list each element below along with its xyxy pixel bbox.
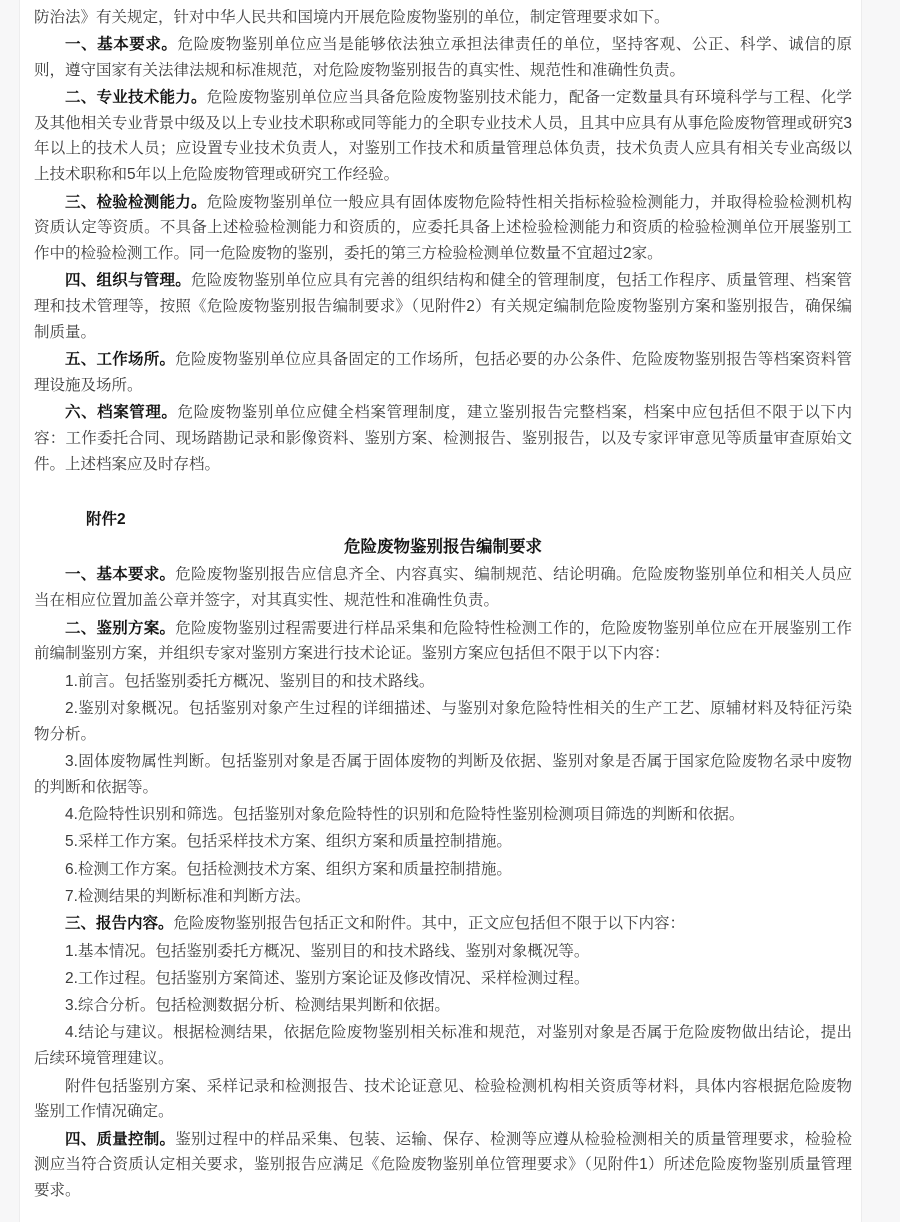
- section-paragraph: [34, 347, 852, 399]
- attachment-label: 附件2: [86, 510, 126, 528]
- section-heading: 三、报告内容。: [65, 915, 174, 933]
- section-heading: 一、基本要求。: [65, 35, 178, 53]
- list-item-paragraph: 5.采样工作方案。包括采样技术方案、组织方案和质量控制措施。: [65, 833, 512, 851]
- section-heading: 一、基本要求。: [65, 566, 176, 584]
- list-item-paragraph: 3.综合分析。包括检测数据分析、检测结果判断和依据。: [65, 997, 450, 1015]
- section-heading: 二、专业技术能力。: [65, 88, 207, 106]
- section-body-text: 危险废物鉴别单位应当是能够依法独立承担法律责任的单位，坚持客观、公正、科学、诚信的原则，遵守国家有关法律法规和标准规范，对危险废物鉴别报告的真实性、规范性和准确性负责。: [34, 35, 852, 79]
- section-paragraph: [34, 911, 852, 937]
- list-item-paragraph: 2.鉴别对象概况。包括鉴别对象产生过程的详细描述、与鉴别对象危险特性相关的生产工艺、原辅材料及特征污染物分析。: [34, 699, 852, 743]
- section-body-text: 危险废物鉴别单位应具备固定的工作场所，包括必要的办公条件、危险废物鉴别报告等档案资料管理设施及场所。: [34, 351, 852, 395]
- section-body-text: 危险废物鉴别单位应当具备危险废物鉴别技术能力，配备一定数量具有环境科学与工程、化学及其他相关专业背景中级及以上专业技术职称或同等能力的全职专业技术人员，且其中应具有从事危险废物管理或研究3年以上的技术人员；应设置专业技术负责人，对鉴别工作技术和质量管理总体负责，技术负责人应具有相关专业高级以上技术职称和5年以上危险废物管理或研究工作经验。: [34, 88, 852, 184]
- section-body-text: 鉴别过程中的样品采集、包装、运输、保存、检测等应遵从检验检测相关的质量管理要求，检验检测应当符合资质认定相关要求，鉴别报告应满足《危险废物鉴别单位管理要求》（见附件1）所述危险废物鉴别质量管理要求。: [34, 1130, 852, 1200]
- section-heading: 四、质量控制。: [65, 1130, 176, 1148]
- section-heading: 二、鉴别方案。: [65, 619, 176, 637]
- section-heading: 四、组织与管理。: [65, 272, 191, 290]
- section-heading: 三、检验检测能力。: [65, 193, 207, 211]
- section-paragraph: [34, 616, 852, 668]
- attachment-title: 危险废物鉴别报告编制要求: [344, 537, 542, 556]
- list-item-paragraph: 7.检测结果的判断标准和判断方法。: [65, 888, 311, 905]
- section-paragraph: [34, 562, 852, 614]
- list-item-paragraph: 3.固体废物属性判断。包括鉴别对象是否属于固体废物的判断及依据、鉴别对象是否属于国家危险废物名录中废物的判断和依据等。: [34, 753, 852, 796]
- body-paragraph: 防治法》有关规定，针对中华人民共和国境内开展危险废物鉴别的单位，制定管理要求如下。: [34, 8, 670, 26]
- section-paragraph: [34, 400, 852, 477]
- section-body-text: 危险废物鉴别单位应具有完善的组织结构和健全的管理制度，包括工作程序、质量管理、档案管理和技术管理等，按照《危险废物鉴别报告编制要求》（见附件2）有关规定编制危险废物鉴别方案和鉴别报告，确保编制质量。: [34, 272, 852, 342]
- section-paragraph: [34, 32, 852, 84]
- section-paragraph: [34, 85, 852, 188]
- section-body-text: 危险废物鉴别报告包括正文和附件。其中，正文应包括但不限于以下内容：: [173, 915, 686, 933]
- section-heading: 五、工作场所。: [65, 351, 176, 369]
- list-item-paragraph: 4.结论与建议。根据检测结果，依据危险废物鉴别相关标准和规范，对鉴别对象是否属于危险废物做出结论，提出后续环境管理建议。: [34, 1024, 852, 1068]
- section-paragraph: [34, 268, 852, 345]
- list-item-paragraph: 4.危险特性识别和筛选。包括鉴别对象危险特性的识别和危险特性鉴别检测项目筛选的判断和依据。: [65, 806, 745, 824]
- document-content: [20, 0, 861, 1204]
- section-paragraph: [34, 190, 852, 267]
- list-item-paragraph: 6.检测工作方案。包括检测技术方案、组织方案和质量控制措施。: [65, 860, 512, 878]
- section-body-text: 危险废物鉴别报告应信息齐全、内容真实、编制规范、结论明确。危险废物鉴别单位和相关人员应当在相应位置加盖公章并签字，对其真实性、规范性和准确性负责。: [34, 566, 852, 610]
- section-paragraph: [34, 1127, 852, 1204]
- section-body-text: 危险废物鉴别单位应健全档案管理制度，建立鉴别报告完整档案，档案中应包括但不限于以下内容：工作委托合同、现场踏勘记录和影像资料、鉴别方案、检测报告、鉴别报告，以及专家评审意见等质量审查原始文件。上述档案应及时存档。: [34, 404, 852, 474]
- document-page: [19, 0, 862, 1222]
- list-item-paragraph: 1.基本情况。包括鉴别委托方概况、鉴别目的和技术路线、鉴别对象概况等。: [65, 942, 590, 960]
- list-item-paragraph: 1.前言。包括鉴别委托方概况、鉴别目的和技术路线。: [65, 672, 435, 690]
- section-body-text: 危险废物鉴别单位一般应具有固体废物危险特性相关指标检验检测能力，并取得检验检测机构资质认定等资质。不具备上述检验检测能力和资质的，应委托具备上述检验检测能力和资质的检验检测单位开展鉴别工作中的检验检测工作。同一危险废物的鉴别，委托的第三方检验检测单位数量不宜超过2家。: [34, 193, 852, 263]
- list-item-paragraph: 2.工作过程。包括鉴别方案简述、鉴别方案论证及修改情况、采样检测过程。: [65, 969, 590, 987]
- section-heading: 六、档案管理。: [65, 404, 178, 422]
- list-item-paragraph: 附件包括鉴别方案、采样记录和检测报告、技术论证意见、检验检测机构相关资质等材料，具体内容根据危险废物鉴别工作情况确定。: [34, 1077, 852, 1121]
- section-body-text: 危险废物鉴别过程需要进行样品采集和危险特性检测工作的，危险废物鉴别单位应在开展鉴别工作前编制鉴别方案，并组织专家对鉴别方案进行技术论证。鉴别方案应包括但不限于以下内容：: [34, 619, 852, 663]
- paragraph-spacer: [34, 479, 852, 505]
